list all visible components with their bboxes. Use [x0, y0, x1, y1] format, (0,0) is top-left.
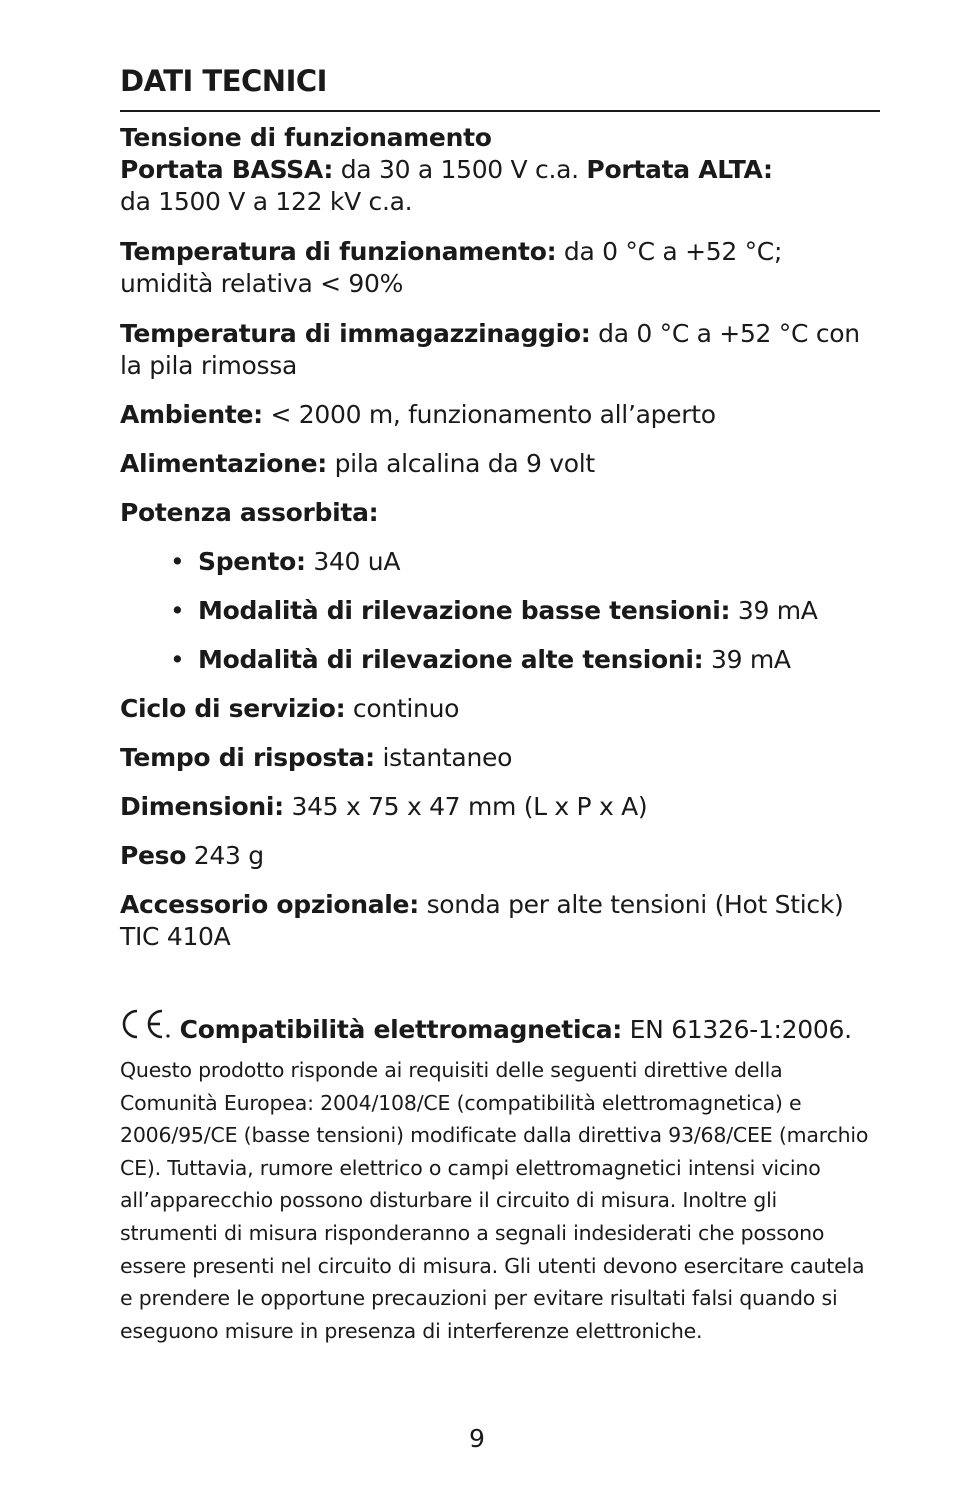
spec-accessory-label: Accessorio opzionale: — [120, 890, 419, 919]
compliance-standard: EN 61326-1:2006. — [622, 1015, 852, 1044]
spec-voltage-heading: Tensione di funzionamento — [120, 123, 492, 152]
spec-storage-temperature-value: da 0 °C a +52 °C con la pila rimossa — [120, 319, 860, 380]
bullet-icon: • — [170, 596, 185, 625]
spec-voltage-high-value: da 1500 V a 122 kV c.a. — [120, 187, 413, 216]
spec-accessory — [120, 889, 880, 953]
compliance-section — [120, 1008, 880, 1347]
list-item — [170, 644, 880, 676]
spec-voltage-low-value: da 30 a 1500 V c.a. — [333, 155, 587, 184]
title-rule — [120, 110, 880, 112]
list-item-label: Modalità di rilevazione basse tensioni: — [198, 596, 731, 625]
spec-storage-temperature-label: Temperatura di immagazzinaggio: — [120, 319, 591, 348]
list-item-label: Modalità di rilevazione alte tensioni: — [198, 645, 704, 674]
spec-weight-label: Peso — [120, 841, 187, 870]
page-number: 9 — [469, 1424, 485, 1453]
list-item-value: 39 mA — [730, 596, 818, 625]
spec-dimensions-value: 345 x 75 x 47 mm (L x P x A) — [283, 792, 648, 821]
spec-dimensions-label: Dimensioni: — [120, 792, 284, 821]
spec-power-supply-value: pila alcalina da 9 volt — [326, 449, 595, 478]
ce-mark-icon — [120, 1008, 170, 1054]
list-item-value: 39 mA — [703, 645, 791, 674]
list-item-value: 340 uA — [305, 547, 401, 576]
spec-weight-value: 243 g — [186, 841, 264, 870]
spec-power-supply — [120, 448, 880, 480]
spec-duty-cycle-value: continuo — [345, 694, 460, 723]
spec-weight — [120, 840, 880, 872]
spec-environment — [120, 399, 880, 431]
spec-duty-cycle — [120, 693, 880, 725]
compliance-heading — [120, 1008, 880, 1054]
spec-environment-value: < 2000 m, funzionamento all’aperto — [262, 400, 716, 429]
spec-operating-temperature-value: da 0 °C a +52 °C; umidità relativa < 90% — [120, 237, 783, 298]
list-item-label: Spento: — [198, 547, 306, 576]
spec-environment-label: Ambiente: — [120, 400, 263, 429]
compliance-label: Compatibilità elettromagnetica: — [179, 1015, 623, 1044]
spec-accessory-value: sonda per alte tensioni (Hot Stick) TIC 410A — [120, 890, 844, 951]
compliance-text: Questo prodotto risponde ai requisiti delle seguenti direttive della Comunità Europea: 2004/108/CE (compatibilità elettromagnetica) e 2006/95/CE (basse tensioni) modificate dalla direttiva 93/68/CEE (marchio CE). Tuttavia, rumore elettrico o campi elettromagnetici intensi vicino all’apparecchio possono disturbare il circuito di misura. Inoltre gli strumenti di misura risponderanno a segnali indesiderati che possono essere presenti nel circuito di misura. Gli utenti devono esercitare cautela e prendere le opportune precauzioni per evitare risultati falsi quando si eseguono misure in presenza di interferenze elettroniche. — [120, 1058, 869, 1343]
spec-operating-temperature-label: Temperatura di funzionamento: — [120, 237, 557, 266]
bullet-icon: • — [170, 547, 185, 576]
spec-power-consumption-label: Potenza assorbita: — [120, 498, 379, 527]
spec-voltage-low-label: Portata BASSA: — [120, 155, 334, 184]
spec-storage-temperature — [120, 318, 880, 382]
spec-dimensions — [120, 791, 880, 823]
spec-response-time-value: istantaneo — [374, 743, 513, 772]
list-item — [170, 595, 880, 627]
spec-power-supply-label: Alimentazione: — [120, 449, 327, 478]
spec-duty-cycle-label: Ciclo di servizio: — [120, 694, 346, 723]
spec-response-time — [120, 742, 880, 774]
section-title: DATI TECNICI — [120, 64, 327, 98]
spec-power-consumption — [120, 497, 880, 529]
spec-response-time-label: Tempo di risposta: — [120, 743, 375, 772]
spec-operating-temperature — [120, 236, 880, 300]
spec-voltage — [120, 122, 880, 218]
list-item — [170, 546, 880, 578]
bullet-icon: • — [170, 645, 185, 674]
spec-voltage-high-label: Portata ALTA: — [586, 155, 773, 184]
